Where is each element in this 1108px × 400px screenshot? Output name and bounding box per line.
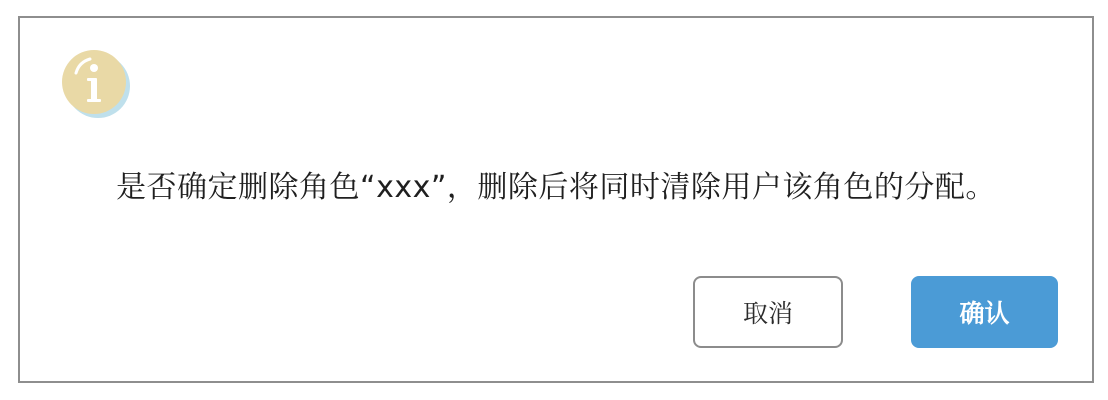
dialog-message: 是否确定删除角色“xxx”，删除后将同时清除用户该角色的分配。 [116,170,996,205]
info-icon [60,48,132,120]
confirm-dialog [18,16,1094,383]
cancel-button[interactable]: 取消 [693,276,843,348]
confirm-button[interactable]: 确认 [911,276,1058,348]
